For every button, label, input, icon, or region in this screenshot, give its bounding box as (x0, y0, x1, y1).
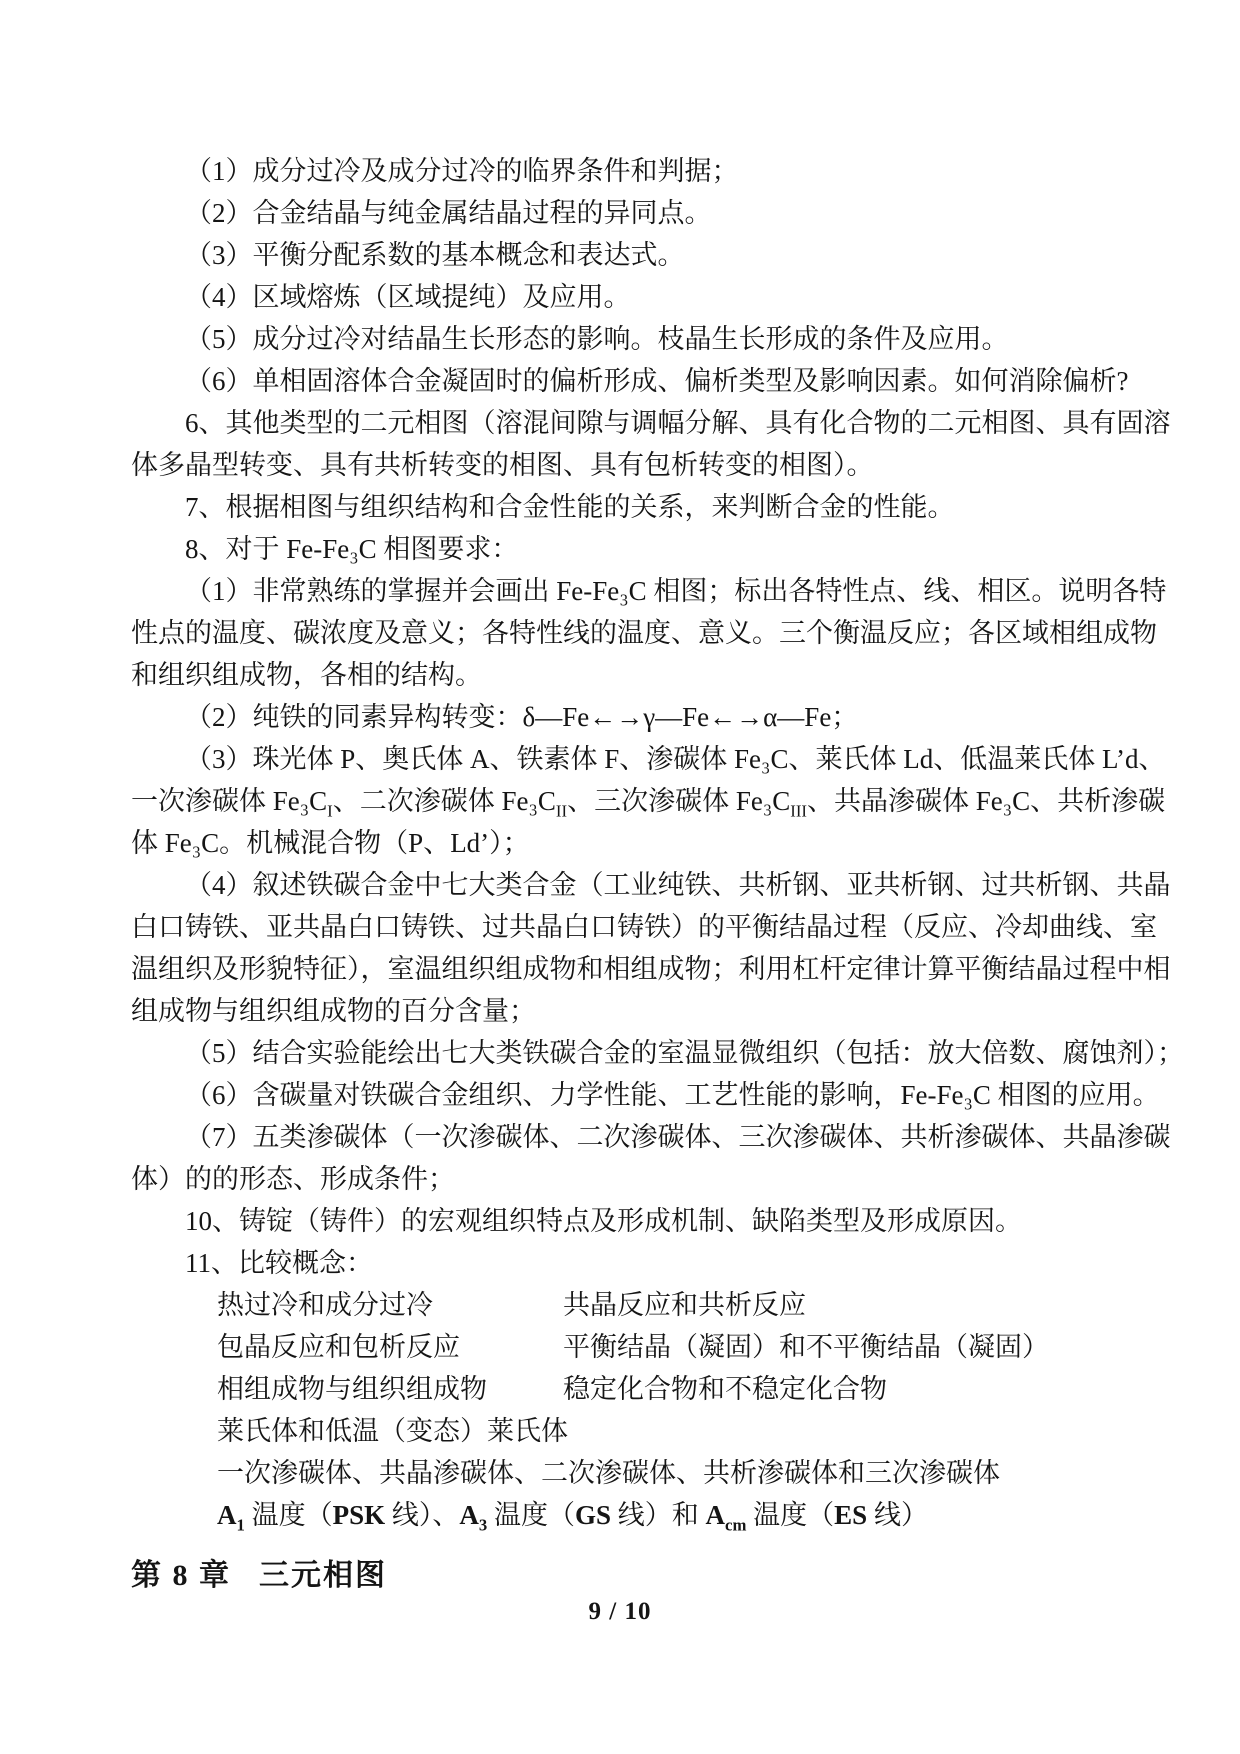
paragraph-line: 和组织组成物，各相的结构。 (131, 660, 482, 690)
list-item-line: 10、铸锭（铸件）的宏观组织特点及形成机制、缺陷类型及形成原因。 (185, 1206, 1022, 1236)
compare-item-line: 莱氏体和低温（变态）莱氏体 (217, 1416, 568, 1446)
list-item-line: （6）单相固溶体合金凝固时的偏析形成、偏析类型及影响因素。如何消除偏析? (185, 366, 1129, 396)
list-item-line: （2）纯铁的同素异构转变：δ—Fe←→γ—Fe←→α—Fe； (185, 702, 859, 732)
list-item-line: （1）非常熟练的掌握并会画出 Fe-Fe₃C 相图；标出各特性点、线、相区。说明各特 (185, 576, 1167, 606)
document-body (131, 150, 1184, 1594)
list-item-line: （3）平衡分配系数的基本概念和表达式。 (185, 240, 685, 270)
paragraph-line: 体 Fe₃C。机械混合物（P、Ld’）； (131, 828, 530, 858)
chapter-title: 三元相图 (259, 1559, 387, 1592)
list-item-line: （6）含碳量对铁碳合金组织、力学性能、工艺性能的影响，Fe-Fe₃C 相图的应用。 (185, 1080, 1160, 1110)
paragraph-line: 体多晶型转变、具有共析转变的相图、具有包析转变的相图）。 (131, 450, 874, 480)
compare-col-left: 包晶反应和包析反应 (217, 1332, 460, 1362)
page-number: 9 / 10 (588, 1598, 652, 1625)
compare-row (131, 1326, 1123, 1368)
paragraph-line: 组成物与组织组成物的百分含量； (131, 996, 536, 1026)
compare-col-left: 热过冷和成分过冷 (217, 1290, 433, 1320)
compare-col-right: 共晶反应和共析反应 (563, 1290, 806, 1320)
compare-col-right: 平衡结晶（凝固）和不平衡结晶（凝固） (563, 1332, 1049, 1362)
compare-row (131, 1284, 1123, 1326)
list-item-line: （5）成分过冷对结晶生长形态的影响。枝晶生长形成的条件及应用。 (185, 324, 1009, 354)
compare-col-left: 相组成物与组织组成物 (217, 1374, 487, 1404)
paragraph-line: 体）的的形态、形成条件； (131, 1164, 455, 1194)
list-item-line: （7）五类渗碳体（一次渗碳体、二次渗碳体、三次渗碳体、共析渗碳体、共晶渗碳 (185, 1122, 1171, 1152)
compare-row (131, 1368, 1123, 1410)
compare-col-right: 稳定化合物和不稳定化合物 (563, 1374, 887, 1404)
paragraph-line: 白口铸铁、亚共晶白口铸铁、过共晶白口铸铁）的平衡结晶过程（反应、冷却曲线、室 (131, 912, 1157, 942)
list-item-line: 8、对于 Fe-Fe₃C 相图要求： (185, 534, 519, 564)
list-item-line: 11、比较概念： (185, 1248, 373, 1278)
paragraph-line: 温组织及形貌特征），室温组织组成物和相组成物；利用杠杆定律计算平衡结晶过程中相 (131, 954, 1171, 984)
list-item-line: （4）叙述铁碳合金中七大类合金（工业纯铁、共析钢、亚共析钢、过共析钢、共晶 (185, 870, 1171, 900)
compare-item-line: $A_1$ 温度（PSK 线）、$A_3$ 温度（GS 线）和 $A_{cm}$ 温度（ES 线） (217, 1500, 928, 1535)
paragraph-line: 一次渗碳体 $Fe_3C_I$、二次渗碳体 $Fe_3C_{II}$、三次渗碳体 $Fe_3C_{III}$、共晶渗碳体 Fe₃C、共析渗碳 (131, 786, 1166, 821)
list-item-line: （2）合金结晶与纯金属结晶过程的异同点。 (185, 198, 712, 228)
list-item-line: （1）成分过冷及成分过冷的临界条件和判据； (185, 156, 739, 186)
chapter-number: 第 8 章 (131, 1559, 231, 1592)
list-item-line: 6、其他类型的二元相图（溶混间隙与调幅分解、具有化合物的二元相图、具有固溶 (185, 408, 1171, 438)
list-item-line: （4）区域熔炼（区域提纯）及应用。 (185, 282, 631, 312)
compare-item-line: 一次渗碳体、共晶渗碳体、二次渗碳体、共析渗碳体和三次渗碳体 (217, 1458, 1000, 1488)
list-item-line: （3）珠光体 P、奥氏体 A、铁素体 F、渗碳体 Fe₃C、莱氏体 Ld、低温莱氏体 L’d、 (185, 744, 1166, 774)
paragraph-line: 性点的温度、碳浓度及意义；各特性线的温度、意义。三个衡温反应；各区域相组成物 (131, 618, 1157, 648)
chapter-heading (131, 1550, 1123, 1594)
list-item-line: （5）结合实验能绘出七大类铁碳合金的室温显微组织（包括：放大倍数、腐蚀剂）； (185, 1038, 1184, 1068)
list-item-line: 7、根据相图与组织结构和合金性能的关系，来判断合金的性能。 (185, 492, 955, 522)
